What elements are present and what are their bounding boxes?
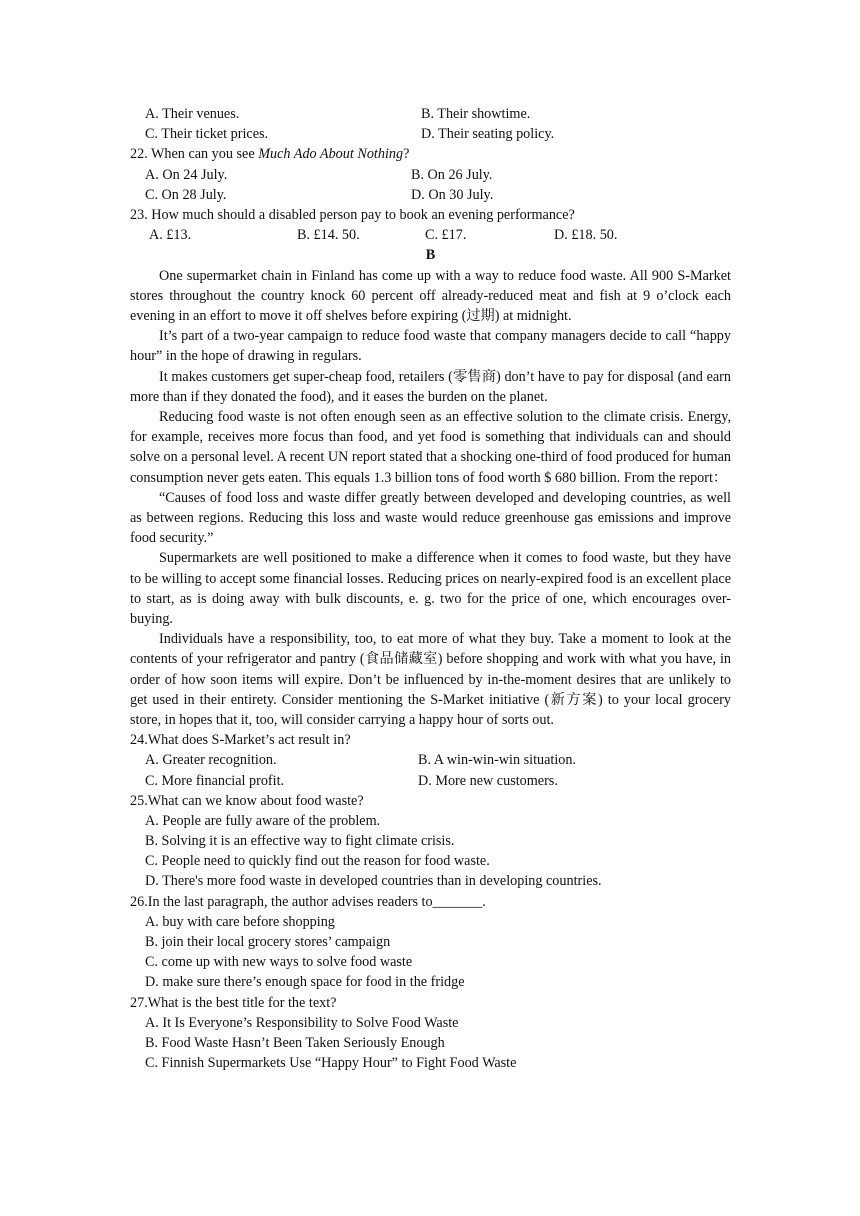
q23-stem: 23. How much should a disabled person pay to book an evening performance?	[130, 206, 575, 223]
exam-page	[130, 104, 731, 1073]
q23-option-a: A. £13.	[149, 227, 192, 244]
q25-option-a: A. People are fully aware of the problem.	[145, 812, 381, 829]
q21-option-a: A. Their venues.	[145, 106, 240, 122]
q21-option-b: B. Their showtime.	[421, 106, 531, 122]
q22-options-row-1	[130, 165, 731, 185]
passage-paragraph: One supermarket chain in Finland has come up with a way to reduce food waste. All 900 S-Market stores throughout the country knock 60 percent off already-reduced meat and fish at 9 o’clock each evening in an effort to move it off shelves before expiring (过期) at midnight.	[130, 267, 731, 324]
q22-option-d: D. On 30 July.	[411, 186, 494, 203]
q23-option-d: D. £18. 50.	[554, 227, 618, 244]
q24-options-row-2	[130, 771, 731, 791]
q25-option-c: C. People need to quickly find out the reason for food waste.	[145, 853, 490, 870]
q24-option-a: A. Greater recognition.	[145, 752, 277, 769]
passage-paragraph: Individuals have a responsibility, too, to eat more of what they buy. Take a moment to look at the contents of your refrigerator and pantry (食品储藏室) before shopping and work with what you have, in order of how soon items will expire. Don’t be influenced by in-the-moment desires that are unlikely to get used in their entirety. Consider mentioning the S-Market initiative (新方案) to your local grocery store, in hopes that it, too, will consider carrying a happy hour of sorts out.	[130, 631, 731, 728]
q26-option-c: C. come up with new ways to solve food waste	[145, 954, 413, 971]
q23-option-b: B. £14. 50.	[297, 227, 360, 244]
q22-option-c: C. On 28 July.	[145, 186, 227, 203]
q22-options-row-2	[130, 185, 731, 205]
passage-paragraph: Supermarkets are well positioned to make a difference when it comes to food waste, but they have to be willing to accept some financial losses. Reducing prices on nearly-expired food is an excellent place to start, as is doing away with bulk discounts, e. g. two for the price of one, which encourages over-buying.	[130, 550, 731, 627]
q27-stem: 27.What is the best title for the text?	[130, 994, 337, 1011]
passage-quote: “Causes of food loss and waste differ greatly between developed and developing countries, as well as between regions. Reducing this loss and waste would reduce greenhouse gas emissions and improve food security.”	[130, 489, 731, 547]
q22-option-a: A. On 24 July.	[145, 166, 228, 183]
q21-option-d: D. Their seating policy.	[421, 126, 555, 143]
q21-options-row-2	[130, 124, 731, 144]
q22-stem: 22. When can you see Much Ado About Nothing?	[130, 146, 410, 163]
q23-option-c: C. £17.	[425, 227, 467, 244]
q24-option-c: C. More financial profit.	[145, 772, 285, 789]
q21-options-row-1	[130, 104, 731, 124]
q26-stem: 26.In the last paragraph, the author advises readers to_______.	[130, 893, 486, 910]
q24-option-d: D. More new customers.	[418, 772, 558, 789]
q26-option-a: A. buy with care before shopping	[145, 913, 335, 930]
q26-option-d: D. make sure there’s enough space for food in the fridge	[145, 974, 465, 991]
passage-paragraph: It’s part of a two-year campaign to reduce food waste that company managers decide to call “happy hour” in the hope of drawing in regulars.	[130, 328, 731, 365]
passage-paragraph: Reducing food waste is not often enough seen as an effective solution to the climate crisis. Energy, for example, receives more focus than food, and yet food is something that individuals can and should solve on a personal level. A recent UN report stated that a shocking one-third of food produced for human consumption never gets eaten. This equals 1.3 billion tons of food worth $ 680 billion. From the report：	[130, 408, 731, 486]
q24-options-row-1	[130, 750, 731, 770]
q25-stem: 25.What can we know about food waste?	[130, 792, 364, 809]
q26-option-b: B. join their local grocery stores’ campaign	[145, 934, 391, 951]
q24-option-b: B. A win-win-win situation.	[418, 752, 577, 769]
q25-option-b: B. Solving it is an effective way to fight climate crisis.	[145, 833, 455, 850]
passage-paragraph: It makes customers get super-cheap food, retailers (零售商) don’t have to pay for disposal (and earn more than if they donated the food), and it eases the burden on the planet.	[130, 368, 731, 405]
play-title: Much Ado About Nothing	[258, 146, 404, 163]
q27-option-a: A. It Is Everyone’s Responsibility to Solve Food Waste	[145, 1014, 459, 1031]
section-heading: B	[425, 247, 436, 264]
q23-options-row	[130, 225, 731, 245]
q25-option-d: D. There's more food waste in developed countries than in developing countries.	[145, 873, 602, 890]
q24-stem: 24.What does S-Market’s act result in?	[130, 732, 351, 749]
q27-option-c: C. Finnish Supermarkets Use “Happy Hour” to Fight Food Waste	[145, 1055, 517, 1072]
q21-option-c: C. Their ticket prices.	[145, 126, 269, 143]
q22-option-b: B. On 26 July.	[411, 166, 493, 183]
q27-option-b: B. Food Waste Hasn’t Been Taken Seriously Enough	[145, 1034, 445, 1051]
